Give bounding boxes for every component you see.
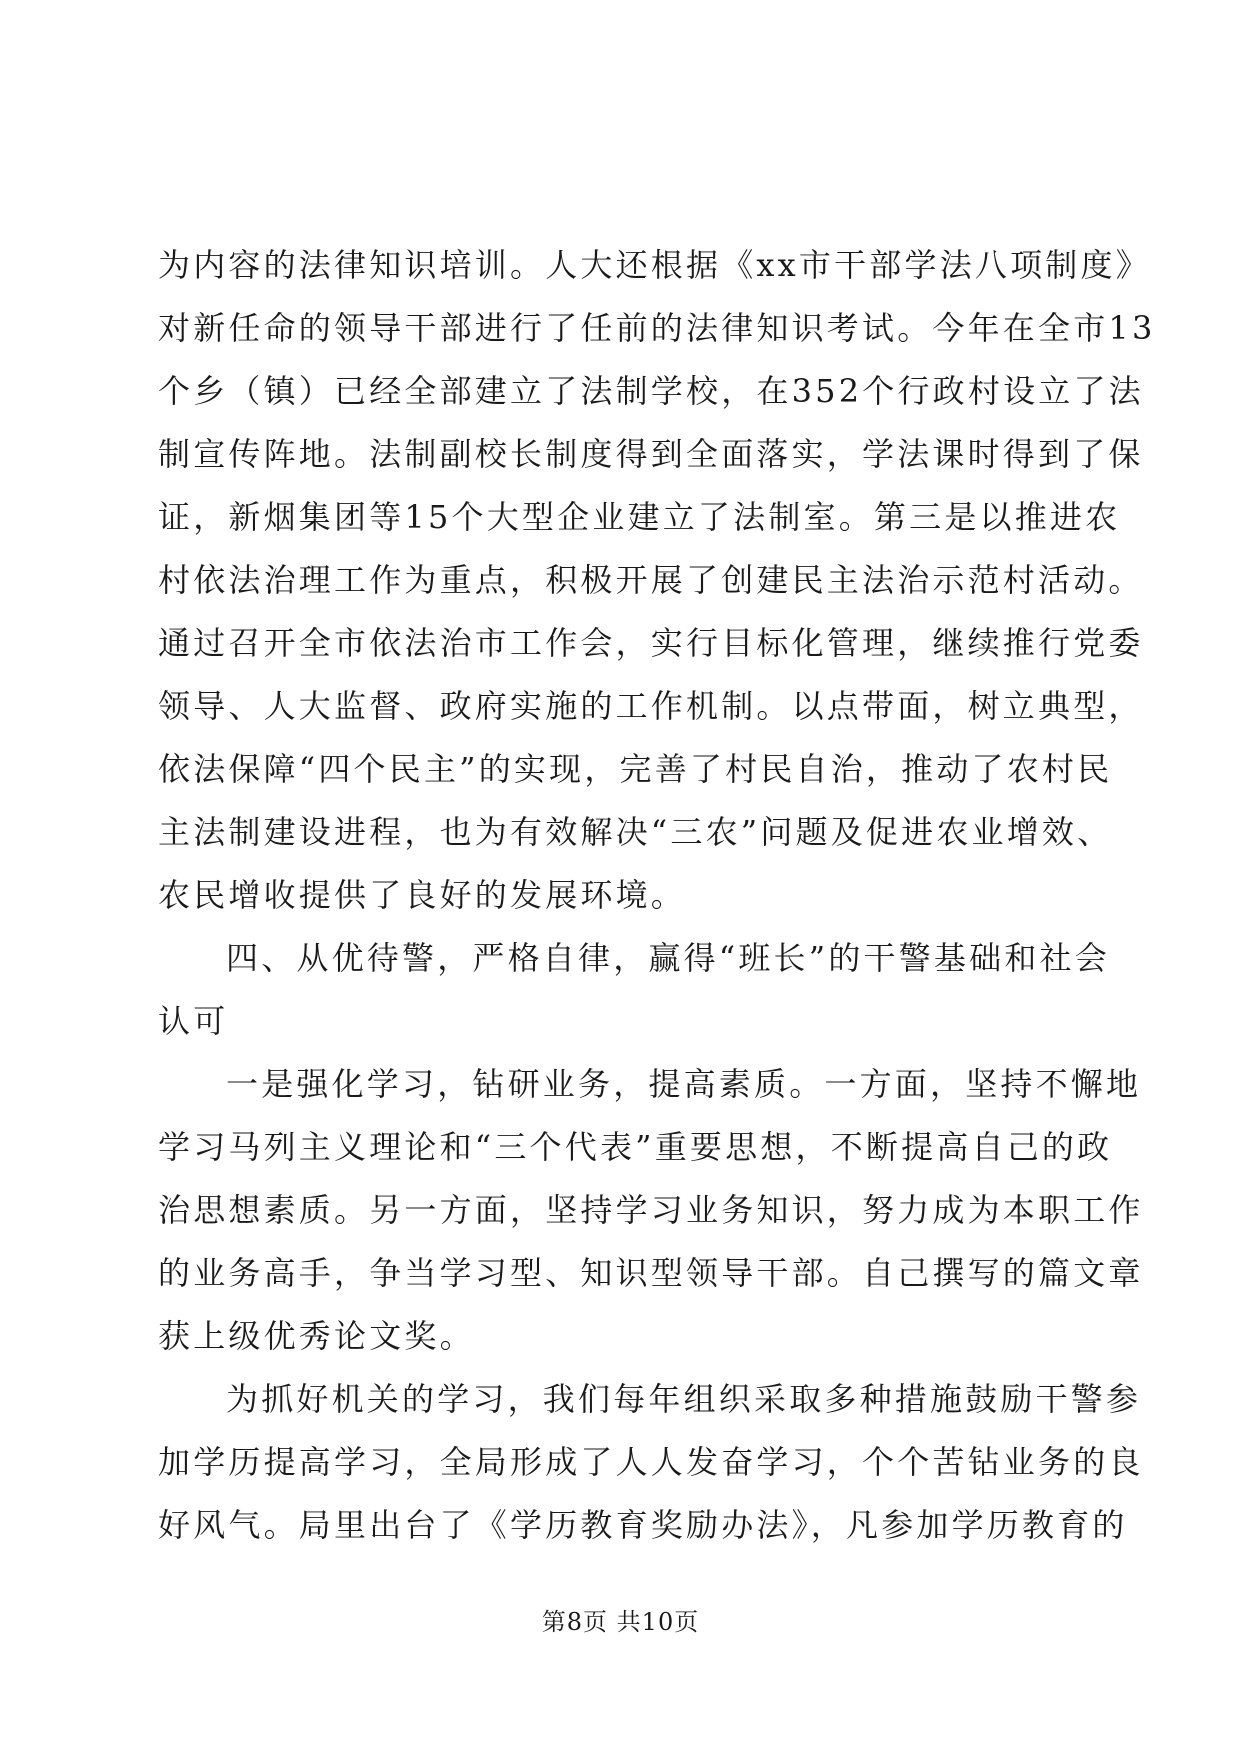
text-line: 的业务高手，争当学习型、知识型领导干部。自己撰写的篇文章 bbox=[158, 1254, 1144, 1292]
text-line: 证，新烟集团等15个大型企业建立了法制室。第三是以推进农 bbox=[158, 498, 1121, 536]
text-line: 获上级优秀论文奖。 bbox=[158, 1317, 475, 1355]
text-line: 学习马列主义理论和“三个代表”重要思想，不断提高自己的政 bbox=[158, 1128, 1113, 1166]
text-line: 治思想素质。另一方面，坚持学习业务知识，努力成为本职工作 bbox=[158, 1191, 1144, 1229]
section-heading-line: 四、从优待警，严格自律，赢得“班长”的干警基础和社会 bbox=[226, 939, 1110, 977]
text-line: 加学历提高学习，全局形成了人人发奋学习，个个苦钻业务的良 bbox=[158, 1443, 1144, 1481]
body-text bbox=[158, 234, 1156, 1557]
text-line: 一是强化学习，钻研业务，提高素质。一方面，坚持不懈地 bbox=[226, 1065, 1142, 1103]
page-number-footer: 第8页 共10页 bbox=[541, 1608, 700, 1636]
text-line: 个乡（镇）已经全部建立了法制学校，在352个行政村设立了法 bbox=[158, 372, 1144, 410]
text-line: 农民增收提供了良好的发展环境。 bbox=[158, 876, 687, 914]
text-line: 领导、人大监督、政府实施的工作机制。以点带面，树立典型， bbox=[158, 687, 1144, 725]
text-line: 村依法治理工作为重点，积极开展了创建民主法治示范村活动。 bbox=[158, 561, 1144, 599]
text-line: 依法保障“四个民主”的实现，完善了村民自治，推动了农村民 bbox=[158, 750, 1113, 788]
text-line: 对新任命的领导干部进行了任前的法律知识考试。今年在全市13 bbox=[158, 309, 1156, 347]
text-line: 为内容的法律知识培训。人大还根据《xx市干部学法八项制度》 bbox=[158, 246, 1151, 284]
section-heading-line: 认可 bbox=[158, 1002, 229, 1040]
text-line: 主法制建设进程，也为有效解决“三农”问题及促进农业增效、 bbox=[158, 813, 1113, 851]
text-line: 制宣传阵地。法制副校长制度得到全面落实，学法课时得到了保 bbox=[158, 435, 1144, 473]
text-line: 好风气。局里出台了《学历教育奖励办法》，凡参加学历教育的 bbox=[158, 1506, 1128, 1544]
text-line: 为抓好机关的学习，我们每年组织采取多种措施鼓励干警参 bbox=[226, 1380, 1142, 1418]
text-line: 通过召开全市依法治市工作会，实行目标化管理，继续推行党委 bbox=[158, 624, 1144, 662]
